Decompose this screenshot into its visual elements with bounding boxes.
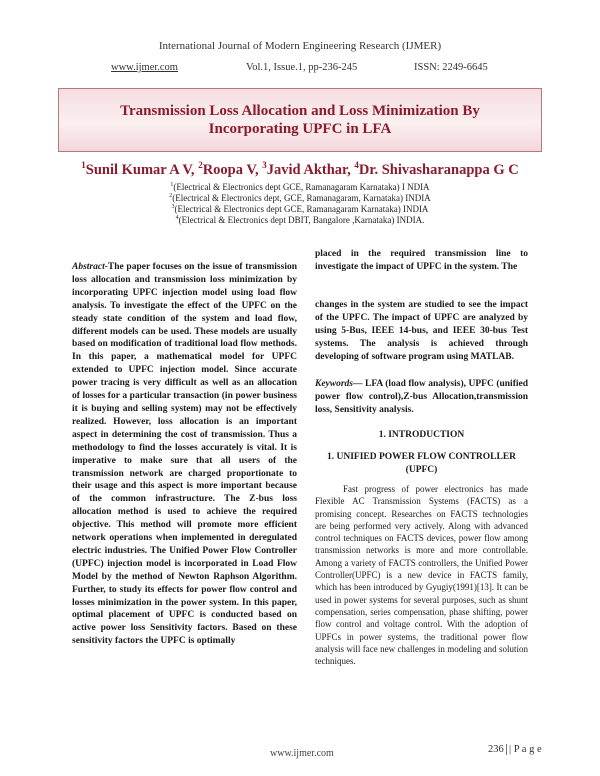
abstract-continued-text: placed in the required transmission line to investigate the impact of UPFC in the system. The [315,249,528,272]
journal-website-link[interactable]: www.ijmer.com [111,62,178,73]
keywords-label: Keywords [315,379,353,389]
volume-info: Vol.1, Issue.1, pp-236-245 [246,62,358,73]
affiliation-1: $^1$(Electrical & Electronics dept GCE, Ramanagaram Karnataka) I NDIA [170,182,430,192]
affiliation-4: $^4$(Electrical & Electronics dept DBIT, Bangalore ,Karnataka) INDIA. [175,215,425,225]
author-number: 3 [262,160,267,170]
footer-website[interactable]: www.ijmer.com [270,748,334,759]
section-heading: 1. INTRODUCTION [378,430,465,440]
paper-title: Transmission Loss Allocation and Loss Minimization By Incorporating UPFC in LFA [120,103,480,137]
author-name: Javid Akthar, [266,161,355,178]
author-list [0,160,600,179]
abstract-continued-top [315,248,528,274]
affiliation-2: $^2$(Electrical & Electronics dept, GCE, Ramanagaram, Karnataka) INDIA [169,193,431,203]
intro-paragraph: Fast progress of power electronics has made Flexible AC Transmission Systems (FACTS) as a promising concept. Researches on FACTS technologies are being performed very actively. Along with advanced control techniques on FACTS devices, power flow among transmission networks is more and more controllable. Among a variety of FACTS controllers, the Unified Power Controller(UPFC) is a new device in FACTS family, which has been introduced by Gyugiy(1991)[13]. It can be used in power systems for several purposes, such as shunt compensation, series compensation, phase shifting, power flow control and voltage control. With the adoption of UPFCs in power systems, the traditional power flow analysis will face new challenges in modeling and solution techniques. [315,484,528,667]
author-number: 2 [198,160,203,170]
affiliation-3: $^3$(Electrical & Electronics dept GCE, Ramanagaram Karnataka) INDIA [171,204,429,214]
author-name: Roopa V, [202,161,263,178]
intro-paragraph-block [315,483,528,667]
author-number: 4 [354,160,359,170]
abstract-continued-text-2: changes in the system are studied to see the impact of the UPFC. The impact of UPFC are analyzed by using 5-Bus, IEEE 14-bus, and IEEE 30-bus Test systems. The analysis is achieved through developing of software program using MATLAB. [315,300,528,362]
author-number: 1 [81,160,86,170]
abstract-text: The paper focuses on the issue of transmission loss allocation and transmission loss minimization by incorporating UPFC injection model using load flow analysis. To investigate the effect of the UPFC on the steady state condition of the system and load flow, different models can be used. These models are usually based on modification of traditional load flow methods. In this paper, a mathematical model for UPFC extended to UPFC injection model. Since accurate power tracing is very difficult as well as an allocation of losses for a particular transaction (in power business it is buying and selling system) may not be effectively realized. However, loss allocation is an important aspect in determining the cost of transmission. Thus a methodology to find the losses accurately is vital. It is imperative to make sure that all users of the transmission network are charged proportionate to their usage and this aspect is more important because of the common infrastructure. The Z-bus loss allocation method is used to achieve the required objective. This method will promote more efficient network operations when implemented in deregulated electric industries. The Unified Power Flow Controller (UPFC) injection model is incorporated in Load Flow Model by the method of Newton Raphson Algorithm. Further, to study its effects for power flow control and losses minimization in the power system. In this paper, optimal placement of UPFC is conducted based on active power loss Sensitivity factors. Based on these sensitivity factors the UPFC is optimally [72,262,297,647]
page-label: | P a g e [506,744,542,755]
keywords-text: — LFA (load flow analysis), UPFC (unified power flow control),Z-bus Allocation,transmission loss, Sensitivity analysis. [315,379,528,415]
abstract-block [72,261,297,648]
abstract-label: Abstract- [72,262,108,272]
paper-title-banner [58,88,542,152]
subsection-heading: 1. UNIFIED POWER FLOW CONTROLLER (UPFC) [326,452,517,475]
abstract-continued-bottom [315,299,528,364]
page-number: 236 [488,744,504,755]
author-name: Sunil Kumar A V, [85,161,199,178]
journal-info-row [0,62,600,76]
journal-name: International Journal of Modern Engineering Research (IJMER) [158,40,442,52]
keywords-block [315,378,528,417]
author-name: Dr. Shivasharanappa G C [358,161,519,178]
issn-info: ISSN: 2249-6645 [414,62,488,73]
